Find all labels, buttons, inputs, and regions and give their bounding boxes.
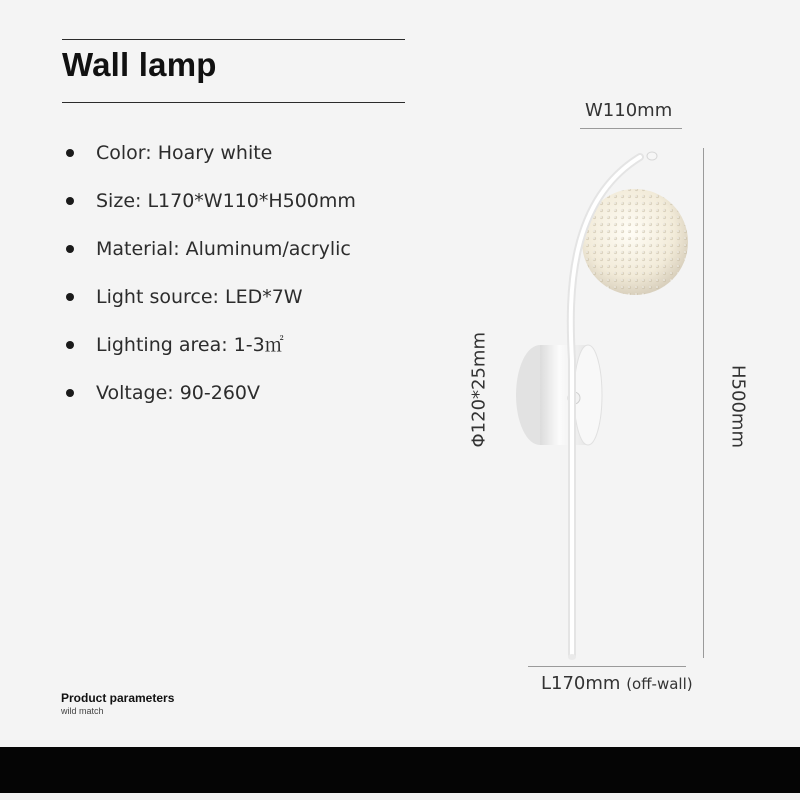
spec-light-source: Light source: LED*7W xyxy=(60,281,356,329)
length-dimension-line xyxy=(528,666,686,667)
spec-size: Size: L170*W110*H500mm xyxy=(60,185,356,233)
spec-lighting-area: Lighting area: 1-3㎡ xyxy=(60,329,356,377)
length-value: L170mm xyxy=(541,673,621,694)
height-dimension-line xyxy=(703,148,704,658)
spec-material: Material: Aluminum/acrylic xyxy=(60,233,356,281)
bottom-bar xyxy=(0,747,800,793)
spec-voltage: Voltage: 90-260V xyxy=(60,377,356,425)
page-title: Wall lamp xyxy=(62,46,217,83)
base-dimension-label: Φ120*25mm xyxy=(468,332,490,448)
width-dimension-line xyxy=(580,128,682,129)
spec-list xyxy=(60,137,356,425)
length-note: (off-wall) xyxy=(626,675,693,693)
length-dimension-label xyxy=(541,673,693,694)
footer-title: Product parameters xyxy=(61,691,175,705)
wall-lamp-image xyxy=(500,130,710,670)
spec-color: Color: Hoary white xyxy=(60,137,356,185)
top-rule xyxy=(62,39,405,40)
footer-subtitle: wild match xyxy=(61,706,104,716)
title-underline xyxy=(62,102,405,103)
height-dimension-label: H500mm xyxy=(727,365,749,448)
width-dimension-label: W110mm xyxy=(585,100,673,121)
